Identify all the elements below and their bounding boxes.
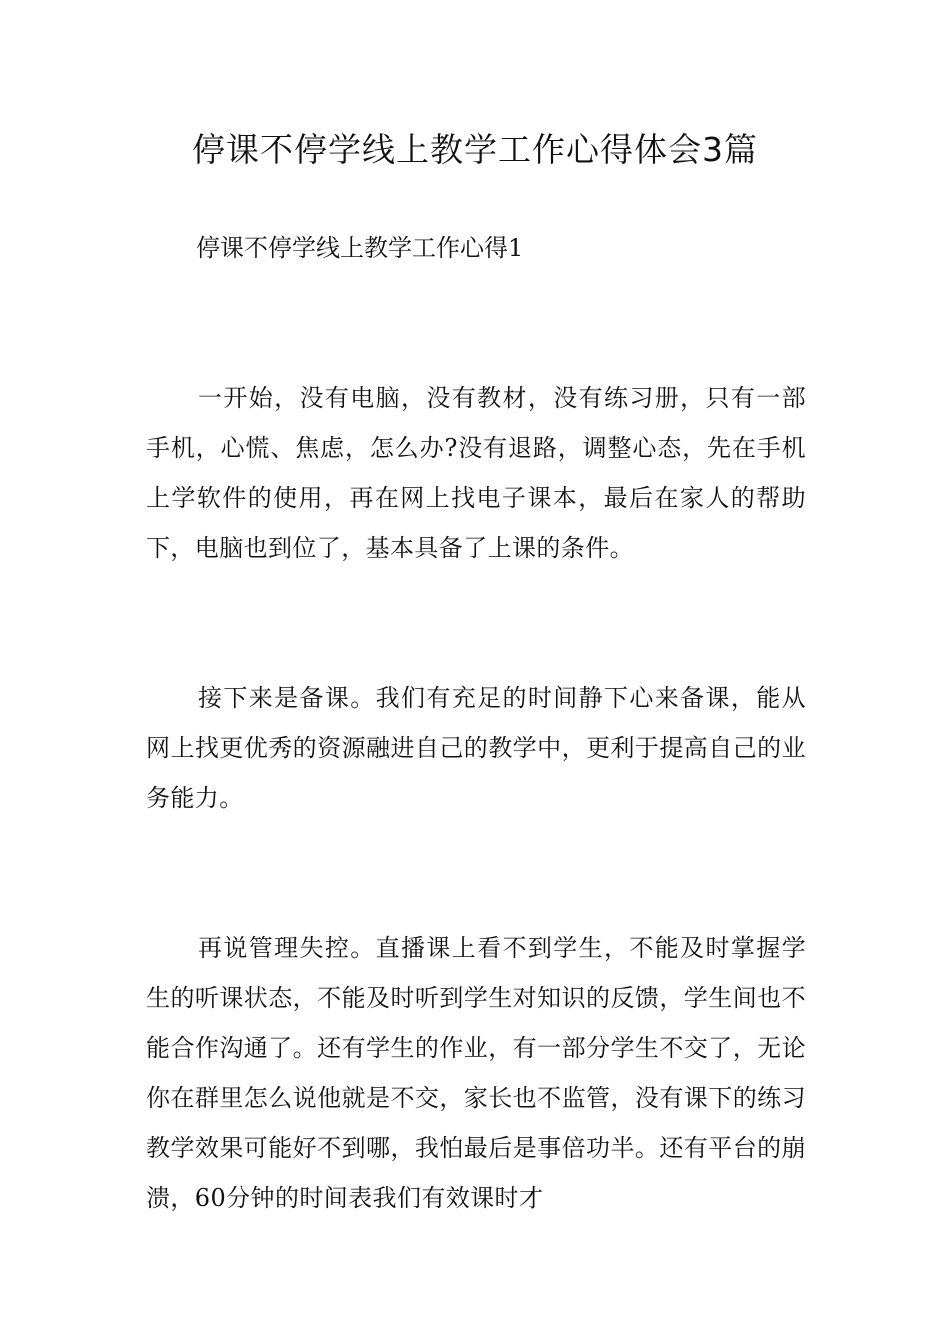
document-title: 停课不停学线上教学工作心得体会3篇 (192, 130, 758, 169)
paragraph-2: 接下来是备课。我们有充足的时间静下心来备课，能从网上找更优秀的资源融进自己的教学中，更利于提高自己的业务能力。 (146, 684, 806, 812)
paragraph-1: 一开始，没有电脑，没有教材，没有练习册，只有一部手机，心慌、焦虑，怎么办?没有退路，调整心态，先在手机上学软件的使用，再在网上找电子课本，最后在家人的帮助下，电脑也到位了，基本具备了上课的条件。 (146, 384, 806, 562)
section-heading: 停课不停学线上教学工作心得1 (196, 234, 524, 262)
paragraph-3: 再说管理失控。直播课上看不到学生，不能及时掌握学生的听课状态，不能及时听到学生对知识的反馈，学生间也不能合作沟通了。还有学生的作业，有一部分学生不交了，无论你在群里怎么说他就是不交，家长也不监管，没有课下的练习教学效果可能好不到哪，我怕最后是事倍功半。还有平台的崩溃，60分钟的时间表我们有效课时才 (146, 934, 806, 1212)
